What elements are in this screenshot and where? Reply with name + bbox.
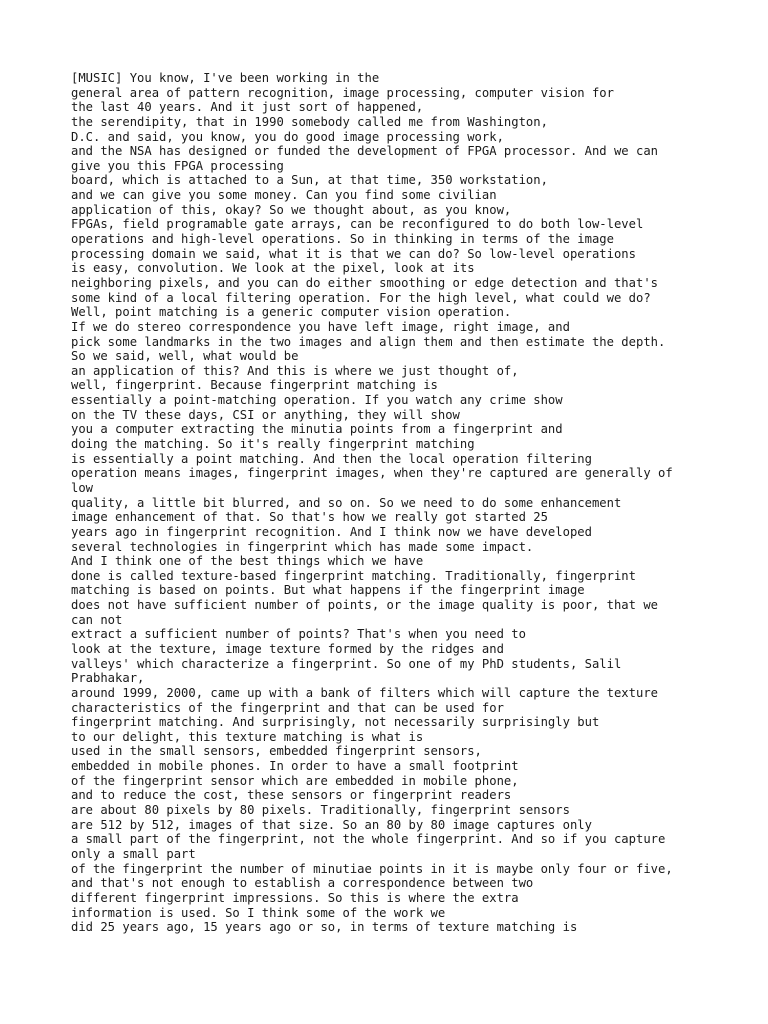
transcript-line: you a computer extracting the minutia points from a fingerprint and: [71, 422, 563, 437]
transcript-line: So we said, well, what would be: [71, 349, 299, 364]
transcript-line: of the fingerprint the number of minutiae points in it is maybe only four or five,: [71, 861, 673, 876]
transcript-line: around 1999, 2000, came up with a bank of filters which will capture the texture: [71, 685, 658, 700]
transcript-line: and to reduce the cost, these sensors or fingerprint readers: [71, 788, 512, 803]
transcript-line: And I think one of the best things which we have: [71, 554, 424, 569]
transcript-line: application of this, okay? So we thought about, as you know,: [71, 202, 512, 217]
transcript-line: embedded in mobile phones. In order to have a small footprint: [71, 759, 519, 774]
transcript-line: operations and high-level operations. So in thinking in terms of the image: [71, 232, 614, 247]
transcript-line: to our delight, this texture matching is what is: [71, 729, 424, 744]
transcript-line: D.C. and said, you know, you do good image processing work,: [71, 129, 504, 144]
transcript-line: the last 40 years. And it just sort of happened,: [71, 100, 424, 115]
transcript-line: FPGAs, field programable gate arrays, can be reconfigured to do both low-level: [71, 217, 644, 232]
transcript-line: Well, point matching is a generic computer vision operation.: [71, 305, 512, 320]
transcript-line: an application of this? And this is where we just thought of,: [71, 363, 519, 378]
transcript-text: [71, 71, 731, 935]
transcript-line: a small part of the fingerprint, not the whole fingerprint. And so if you capture: [71, 832, 666, 847]
transcript-line: low: [71, 480, 94, 495]
transcript-line: look at the texture, image texture formed by the ridges and: [71, 641, 504, 656]
transcript-line: and that's not enough to establish a correspondence between two: [71, 876, 534, 891]
transcript-line: image enhancement of that. So that's how we really got started 25: [71, 510, 548, 525]
transcript-line: does not have sufficient number of points, or the image quality is poor, that we: [71, 598, 658, 613]
transcript-line: board, which is attached to a Sun, at that time, 350 workstation,: [71, 173, 548, 188]
transcript-line: give you this FPGA processing: [71, 158, 284, 173]
transcript-line: general area of pattern recognition, image processing, computer vision for: [71, 85, 614, 100]
transcript-line: characteristics of the fingerprint and that can be used for: [71, 700, 504, 715]
transcript-line: are about 80 pixels by 80 pixels. Traditionally, fingerprint sensors: [71, 803, 570, 818]
transcript-line: processing domain we said, what it is that we can do? So low-level operations: [71, 246, 636, 261]
transcript-line: did 25 years ago, 15 years ago or so, in terms of texture matching is: [71, 920, 578, 935]
transcript-line: operation means images, fingerprint images, when they're captured are generally of: [71, 466, 673, 481]
transcript-line: well, fingerprint. Because fingerprint matching is: [71, 378, 438, 393]
transcript-line: essentially a point-matching operation. If you watch any crime show: [71, 393, 563, 408]
transcript-line: doing the matching. So it's really fingerprint matching: [71, 437, 475, 452]
transcript-line: some kind of a local filtering operation. For the high level, what could we do?: [71, 290, 651, 305]
transcript-line: If we do stereo correspondence you have left image, right image, and: [71, 319, 570, 334]
transcript-line: years ago in fingerprint recognition. And I think now we have developed: [71, 524, 592, 539]
transcript-line: and we can give you some money. Can you find some civilian: [71, 188, 497, 203]
transcript-line: extract a sufficient number of points? That's when you need to: [71, 627, 526, 642]
transcript-line: different fingerprint impressions. So this is where the extra: [71, 890, 519, 905]
transcript-line: the serendipity, that in 1990 somebody called me from Washington,: [71, 114, 548, 129]
transcript-line: valleys' which characterize a fingerprint. So one of my PhD students, Salil: [71, 656, 622, 671]
transcript-line: fingerprint matching. And surprisingly, not necessarily surprisingly but: [71, 715, 600, 730]
transcript-line: several technologies in fingerprint which has made some impact.: [71, 539, 534, 554]
transcript-line: on the TV these days, CSI or anything, they will show: [71, 407, 460, 422]
transcript-line: can not: [71, 612, 123, 627]
transcript-line: done is called texture-based fingerprint matching. Traditionally, fingerprint: [71, 568, 636, 583]
transcript-line: matching is based on points. But what happens if the fingerprint image: [71, 583, 585, 598]
transcript-line: are 512 by 512, images of that size. So an 80 by 80 image captures only: [71, 817, 592, 832]
transcript-line: of the fingerprint sensor which are embedded in mobile phone,: [71, 773, 519, 788]
transcript-line: information is used. So I think some of the work we: [71, 905, 446, 920]
transcript-line: and the NSA has designed or funded the development of FPGA processor. And we can: [71, 144, 658, 159]
transcript-line: only a small part: [71, 846, 196, 861]
transcript-line: used in the small sensors, embedded fingerprint sensors,: [71, 744, 482, 759]
transcript-line: [MUSIC] You know, I've been working in the: [71, 71, 380, 85]
transcript-line: pick some landmarks in the two images and align them and then estimate the depth.: [71, 334, 666, 349]
transcript-line: quality, a little bit blurred, and so on. So we need to do some enhancement: [71, 495, 622, 510]
transcript-line: is easy, convolution. We look at the pixel, look at its: [71, 261, 475, 276]
transcript-line: neighboring pixels, and you can do either smoothing or edge detection and that's: [71, 275, 658, 290]
transcript-line: is essentially a point matching. And then the local operation filtering: [71, 451, 592, 466]
transcript-line: Prabhakar,: [71, 671, 145, 686]
